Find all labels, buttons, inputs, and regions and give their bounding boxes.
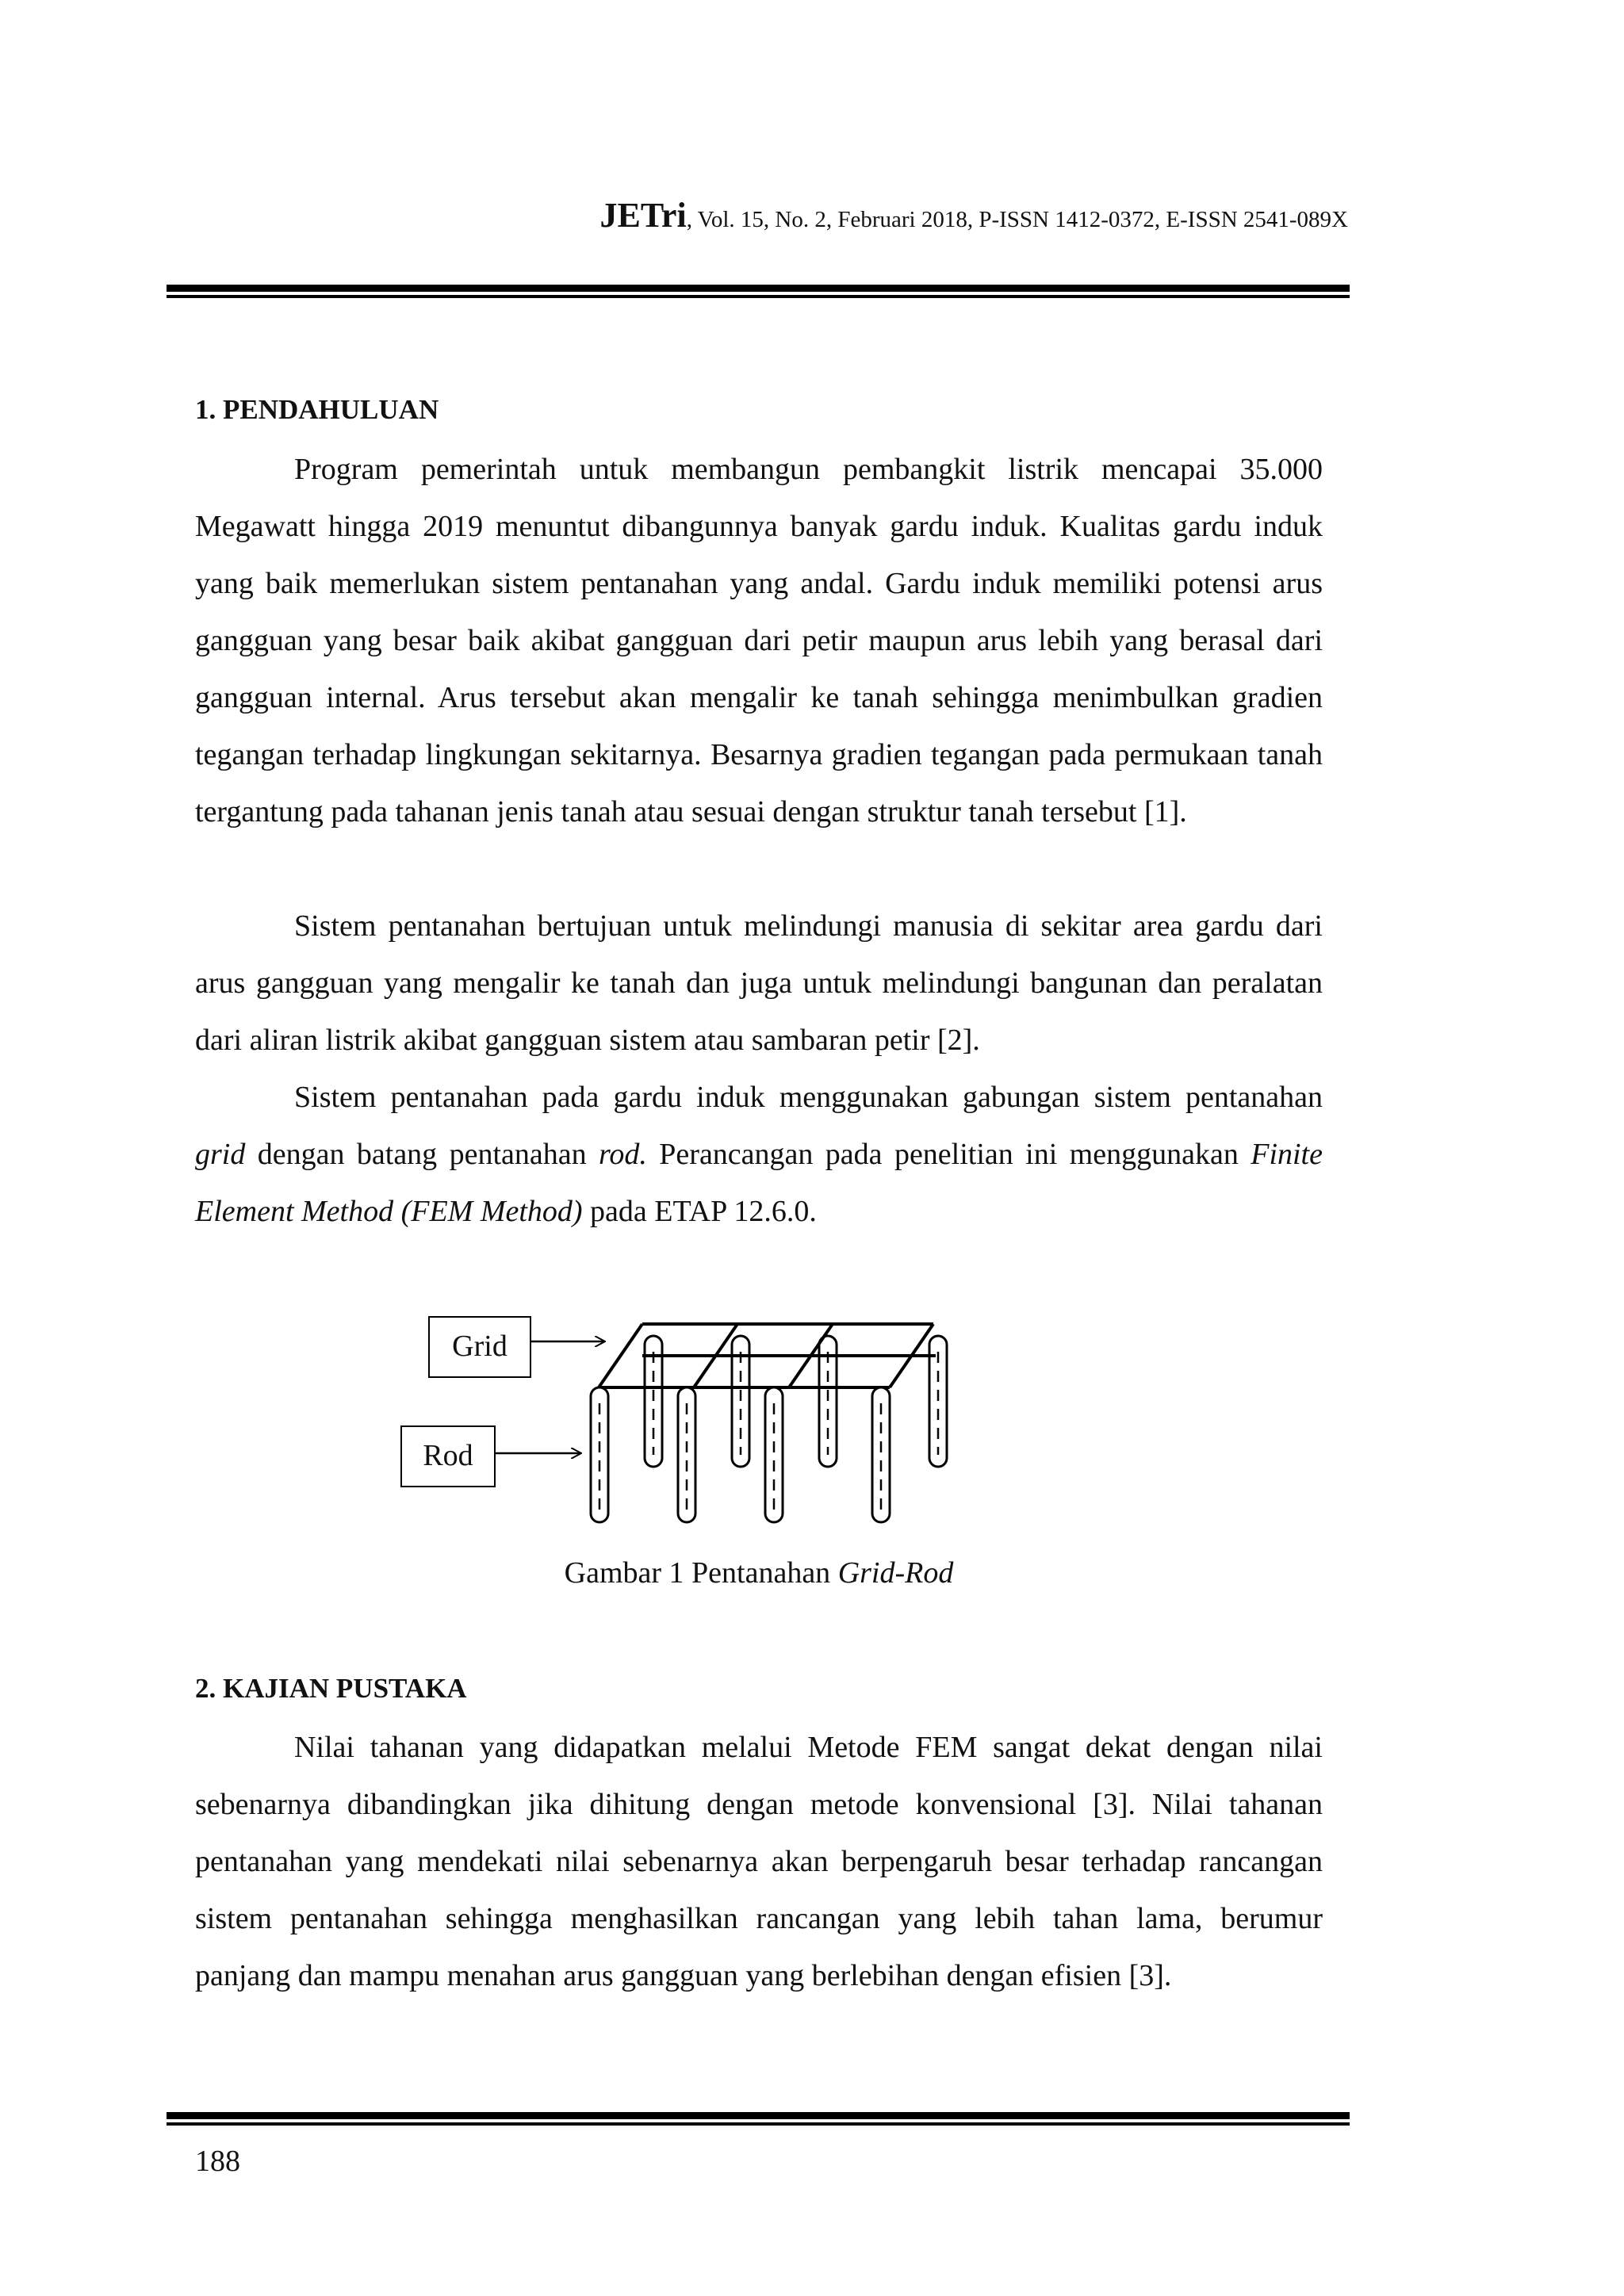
paragraph-2: Sistem pentanahan bertujuan untuk melindungi manusia di sekitar area gardu dari arus gangguan yang mengalir ke tanah dan juga untuk melindungi bangunan dan peralatan dari aliran listrik akibat gangguan sistem atau sambaran petir [2].: [195, 909, 1323, 1057]
journal-info: , Vol. 15, No. 2, Februari 2018, P-ISSN 1412-0372, E-ISSN 2541-089X: [686, 207, 1348, 232]
footer-rule-thin: [167, 2122, 1350, 2126]
journal-name: JETri: [599, 196, 687, 235]
section-heading-kajian-pustaka: 2. KAJIAN PUSTAKA: [195, 1673, 467, 1704]
label-grid: Grid: [428, 1316, 531, 1378]
rod-front-1: [591, 1387, 608, 1522]
paragraph-3-text-4: pada ETAP 12.6.0.: [582, 1195, 817, 1228]
label-rod: Rod: [400, 1425, 496, 1487]
rod-front-2: [678, 1387, 695, 1522]
figure-grid-rod: [389, 1300, 991, 1530]
header-rule-thick: [167, 285, 1350, 292]
rod-front-4: [872, 1387, 890, 1522]
running-header: [167, 196, 1348, 235]
paragraph-3-text-1: Sistem pentanahan pada gardu induk menggunakan gabungan sistem pentanahan: [294, 1081, 1323, 1114]
paragraph-3-text-3: Perancangan pada penelitian ini menggunakan: [646, 1138, 1251, 1171]
caption-prefix: Gambar 1 Pentanahan: [564, 1556, 838, 1590]
caption-term: Grid-Rod: [837, 1556, 954, 1590]
header-rule-thin: [167, 295, 1350, 298]
rod-front-3: [765, 1387, 783, 1522]
term-fem-method: Finite Element Method (FEM Method): [195, 1138, 1323, 1228]
paragraph-3: [195, 1069, 1323, 1240]
term-grid: grid: [195, 1138, 246, 1171]
section-heading-pendahuluan: 1. PENDAHULUAN: [195, 394, 439, 425]
figure-caption: [195, 1553, 1323, 1593]
page-number: 188: [195, 2145, 240, 2178]
paragraph-3-text-2: dengan batang pentanahan: [245, 1138, 599, 1171]
paragraph-1: Program pemerintah untuk membangun pembangkit listrik mencapai 35.000 Megawatt hingga 2019 menuntut dibangunnya banyak gardu induk. Kualitas gardu induk yang baik memerlukan sistem pentanahan yang andal. Gardu induk memiliki potensi arus gangguan yang besar baik akibat gangguan dari petir maupun arus lebih yang berasal dari gangguan internal. Arus tersebut akan mengalir ke tanah sehingga menimbulkan gradien tegangan terhadap lingkungan sekitarnya. Besarnya gradien tegangan pada permukaan tanah tergantung pada tahanan jenis tanah atau sesuai dengan struktur tanah tersebut [1].: [195, 453, 1323, 828]
term-rod: rod.: [599, 1138, 647, 1171]
footer-rule-thick: [167, 2112, 1350, 2119]
paragraph-4: Nilai tahanan yang didapatkan melalui Metode FEM sangat dekat dengan nilai sebenarnya dibandingkan jika dihitung dengan metode konvensional [3]. Nilai tahanan pentanahan yang mendekati nilai sebenarnya akan berpengaruh besar terhadap rancangan sistem pentanahan sehingga menghasilkan rancangan yang lebih tahan lama, berumur panjang dan mampu menahan arus gangguan yang berlebihan dengan efisien [3].: [195, 1731, 1323, 1992]
